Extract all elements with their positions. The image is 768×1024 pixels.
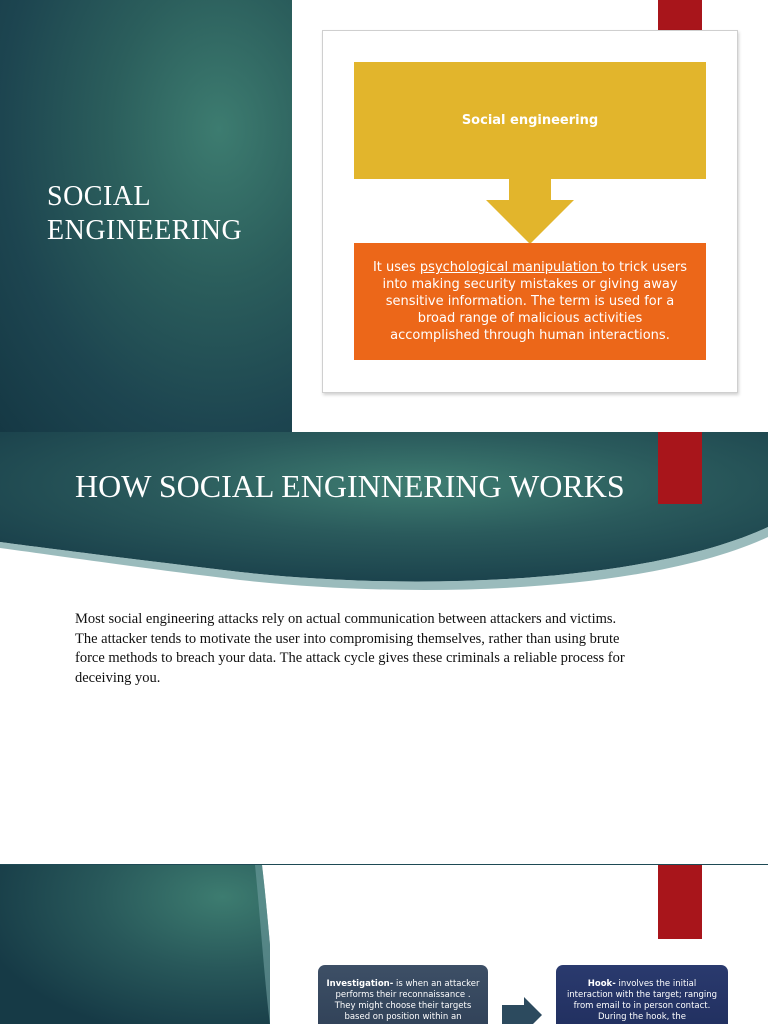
card-text: is when an attacker performs their reconnaissance . They might choose their targets based on position within an [334, 979, 480, 1022]
slide-title: HOW SOCIAL ENGINNERING WORKS [75, 468, 625, 504]
hook-card [556, 965, 728, 1024]
card-text: involves the initial interaction with the target; ranging from email to in person contact. During the hook, the [566, 979, 718, 1022]
arrow-right-icon [502, 997, 542, 1024]
accent-tab [658, 432, 702, 504]
slide-body-text: Most social engineering attacks rely on actual communication between attackers and victims. The attacker tends to motivate the user into compromising themselves, rather than using brute force methods to breach your data. The attack cycle gives these criminals a reliable process for deceiving you. [75, 611, 625, 686]
description-suffix: to trick users into making security mistakes or giving away sensitive information. The term is used for a broad range of malicious activities accomplished through human interactions. [382, 260, 688, 343]
card-heading: Investigation- [326, 979, 394, 989]
investigation-card [318, 965, 488, 1024]
slide-attack-cycle [0, 864, 768, 1024]
accent-tab [658, 865, 702, 939]
slide-how-it-works [0, 432, 768, 864]
slide-background-panel [0, 865, 270, 1024]
psychological-manipulation-link[interactable]: psychological manipulation [419, 260, 602, 275]
diagram-top-label: Social engineering [461, 113, 599, 128]
description-prefix: It uses [372, 260, 420, 275]
slide-social-engineering [0, 0, 768, 432]
slide-header-banner [0, 432, 768, 602]
diagram-top-box [354, 62, 706, 179]
slide-title: SOCIAL ENGINEERING [47, 181, 243, 246]
diagram-description-box [354, 243, 706, 360]
card-heading: Hook- [587, 979, 616, 989]
arrow-down-icon [486, 178, 574, 244]
